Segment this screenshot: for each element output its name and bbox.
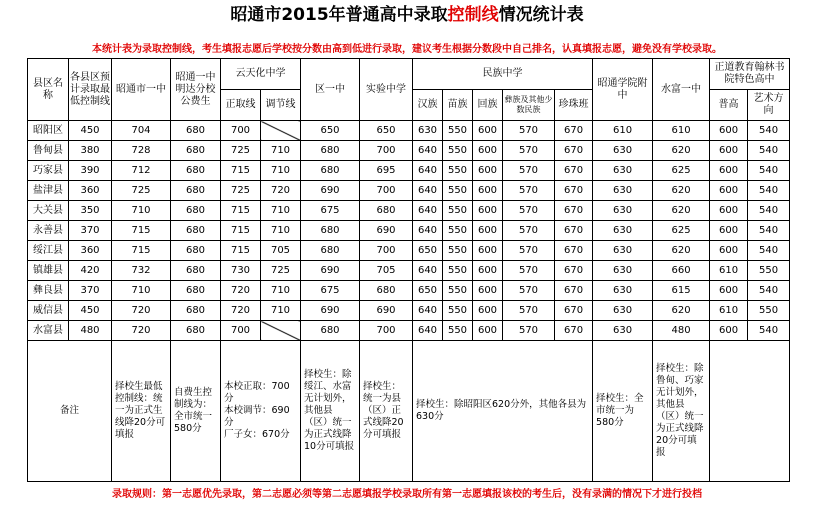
cell-mz-han: 630 (413, 121, 443, 141)
cell-zt-xueyuan: 630 (593, 181, 653, 201)
cell-zd-yishu: 540 (748, 201, 790, 221)
cell-shuifu: 620 (653, 181, 710, 201)
cell-shuifu: 620 (653, 201, 710, 221)
header-mz-zhen: 珍珠班 (555, 90, 593, 121)
cell-mz-hui: 600 (473, 241, 503, 261)
cell-mz-han: 640 (413, 161, 443, 181)
cell-yth-zhengqu: 720 (221, 281, 261, 301)
cell-zt-no1: 715 (112, 241, 171, 261)
cell-mingda: 680 (171, 161, 221, 181)
cell-zd-yishu: 540 (748, 121, 790, 141)
cell-shiyan: 680 (360, 201, 413, 221)
cell-mingda: 680 (171, 321, 221, 341)
cell-mz-miao: 550 (443, 301, 473, 321)
note-zhengdao (710, 341, 790, 482)
header-zd-yishu: 艺术方向 (748, 90, 790, 121)
cell-mz-yi: 570 (503, 261, 555, 281)
header-mz-yi: 彝族及其他少数民族 (503, 90, 555, 121)
cell-county: 大关县 (28, 201, 69, 221)
header-min-line: 各县区预计录取最低控制线 (69, 59, 112, 121)
table-row (28, 301, 790, 321)
cell-zt-no1: 720 (112, 301, 171, 321)
cell-mz-han: 650 (413, 241, 443, 261)
cell-zt-xueyuan: 630 (593, 161, 653, 181)
cell-mz-miao: 550 (443, 141, 473, 161)
cell-mz-hui: 600 (473, 201, 503, 221)
cell-zd-yishu: 540 (748, 181, 790, 201)
cell-min-line: 480 (69, 321, 112, 341)
cell-mz-yi: 570 (503, 161, 555, 181)
cell-zt-no1: 712 (112, 161, 171, 181)
cell-mz-miao: 550 (443, 281, 473, 301)
cell-mz-miao: 550 (443, 241, 473, 261)
cell-yth-zhengqu: 715 (221, 221, 261, 241)
cell-yth-tiaojie: 705 (261, 241, 301, 261)
cell-shuifu: 480 (653, 321, 710, 341)
cell-shuifu: 620 (653, 141, 710, 161)
cell-mingda: 680 (171, 141, 221, 161)
cell-mz-han: 640 (413, 261, 443, 281)
cell-qu-no1: 675 (301, 281, 360, 301)
cell-yth-tiaojie: 710 (261, 141, 301, 161)
cell-zt-xueyuan: 630 (593, 321, 653, 341)
admission-table (27, 58, 790, 482)
cell-qu-no1: 690 (301, 261, 360, 281)
cell-yth-tiaojie (261, 321, 301, 341)
cell-yth-zhengqu: 730 (221, 261, 261, 281)
cell-mz-han: 640 (413, 301, 443, 321)
cell-zd-putong: 600 (710, 161, 748, 181)
cell-mz-zhen: 670 (555, 201, 593, 221)
header-zhengdao: 正道教育翰林书院特色高中 (710, 59, 790, 90)
cell-zd-yishu: 550 (748, 301, 790, 321)
cell-zt-xueyuan: 630 (593, 201, 653, 221)
header-mz-miao: 苗族 (443, 90, 473, 121)
header-zt-no1: 昭通市一中 (112, 59, 171, 121)
table-row (28, 181, 790, 201)
cell-zt-no1: 728 (112, 141, 171, 161)
cell-mz-yi: 570 (503, 141, 555, 161)
page-title (0, 4, 814, 26)
cell-shuifu: 625 (653, 161, 710, 181)
cell-shiyan: 690 (360, 221, 413, 241)
cell-zt-xueyuan: 630 (593, 261, 653, 281)
cell-zd-yishu: 540 (748, 161, 790, 181)
cell-min-line: 380 (69, 141, 112, 161)
notice-text: 本统计表为录取控制线，考生填报志愿后学校按分数由高到低进行录取，建议考生根据分数段中自己排名，认真填报志愿，避免没有学校录取。 (92, 44, 722, 55)
note-zt-xueyuan: 择校生：全市统一为580分 (593, 341, 653, 482)
cell-zt-no1: 715 (112, 221, 171, 241)
cell-zt-no1: 732 (112, 261, 171, 281)
cell-shiyan: 650 (360, 121, 413, 141)
cell-mz-hui: 600 (473, 261, 503, 281)
cell-county: 永善县 (28, 221, 69, 241)
cell-zt-xueyuan: 630 (593, 221, 653, 241)
cell-county: 盐津县 (28, 181, 69, 201)
cell-mz-zhen: 670 (555, 261, 593, 281)
cell-mingda: 680 (171, 121, 221, 141)
cell-mz-hui: 600 (473, 301, 503, 321)
cell-mingda: 680 (171, 201, 221, 221)
cell-county: 镇雄县 (28, 261, 69, 281)
cell-mz-miao: 550 (443, 121, 473, 141)
cell-mz-zhen: 670 (555, 281, 593, 301)
footer-rule: 录取规则：第一志愿优先录取，第二志愿必须等第二志愿填报学校录取所有第一志愿填报该校的考生后，没有录满的情况下才进行投档 (112, 489, 702, 500)
cell-min-line: 370 (69, 221, 112, 241)
cell-mz-miao: 550 (443, 181, 473, 201)
cell-shiyan: 700 (360, 321, 413, 341)
cell-qu-no1: 675 (301, 201, 360, 221)
cell-mingda: 680 (171, 261, 221, 281)
cell-mz-han: 640 (413, 221, 443, 241)
cell-zd-putong: 600 (710, 281, 748, 301)
cell-qu-no1: 690 (301, 181, 360, 201)
header-county: 县区名称 (28, 59, 69, 121)
cell-mz-zhen: 670 (555, 121, 593, 141)
cell-shuifu: 625 (653, 221, 710, 241)
header-mz-hui: 回族 (473, 90, 503, 121)
cell-shiyan: 680 (360, 281, 413, 301)
note-mingda: 自费生控制线为：全市统一580分 (171, 341, 221, 482)
cell-mz-yi: 570 (503, 181, 555, 201)
cell-zt-xueyuan: 630 (593, 141, 653, 161)
header-row-1 (28, 59, 790, 90)
cell-zt-no1: 720 (112, 321, 171, 341)
cell-qu-no1: 650 (301, 121, 360, 141)
cell-mz-han: 650 (413, 281, 443, 301)
cell-mz-miao: 550 (443, 201, 473, 221)
notes-row (28, 341, 790, 482)
cell-mz-han: 640 (413, 201, 443, 221)
cell-mz-zhen: 670 (555, 221, 593, 241)
cell-zt-xueyuan: 610 (593, 121, 653, 141)
cell-qu-no1: 680 (301, 221, 360, 241)
table-row (28, 321, 790, 341)
cell-zd-putong: 600 (710, 201, 748, 221)
cell-mz-hui: 600 (473, 221, 503, 241)
cell-mz-zhen: 670 (555, 301, 593, 321)
cell-zt-no1: 710 (112, 201, 171, 221)
header-shiyan: 实验中学 (360, 59, 413, 121)
note-shuifu: 择校生：除鲁甸、巧家无计划外，其他县（区）统一为正式线降20分可填报 (653, 341, 710, 482)
cell-min-line: 450 (69, 121, 112, 141)
header-yuntianhua: 云天化中学 (221, 59, 301, 90)
cell-mz-yi: 570 (503, 241, 555, 261)
cell-mz-hui: 600 (473, 181, 503, 201)
cell-mz-zhen: 670 (555, 241, 593, 261)
cell-zd-putong: 600 (710, 141, 748, 161)
cell-zd-yishu: 550 (748, 261, 790, 281)
table-row (28, 161, 790, 181)
cell-zd-yishu: 540 (748, 281, 790, 301)
cell-yth-zhengqu: 725 (221, 141, 261, 161)
table-row (28, 241, 790, 261)
cell-county: 昭阳区 (28, 121, 69, 141)
cell-zd-putong: 610 (710, 301, 748, 321)
cell-mz-han: 640 (413, 141, 443, 161)
cell-yth-zhengqu: 700 (221, 321, 261, 341)
header-qu-no1: 区一中 (301, 59, 360, 121)
cell-shiyan: 690 (360, 301, 413, 321)
cell-zd-yishu: 540 (748, 241, 790, 261)
cell-yth-tiaojie: 710 (261, 201, 301, 221)
cell-zt-xueyuan: 630 (593, 281, 653, 301)
cell-zt-xueyuan: 630 (593, 301, 653, 321)
cell-county: 鲁甸县 (28, 141, 69, 161)
cell-min-line: 360 (69, 241, 112, 261)
cell-shiyan: 700 (360, 141, 413, 161)
cell-zd-yishu: 540 (748, 141, 790, 161)
cell-yth-zhengqu: 720 (221, 301, 261, 321)
table-row (28, 221, 790, 241)
cell-mz-yi: 570 (503, 201, 555, 221)
cell-shiyan: 705 (360, 261, 413, 281)
table-row (28, 281, 790, 301)
cell-zt-no1: 710 (112, 281, 171, 301)
cell-county: 威信县 (28, 301, 69, 321)
table-row (28, 261, 790, 281)
cell-shuifu: 620 (653, 301, 710, 321)
header-yth-tiaojie: 调节线 (261, 90, 301, 121)
cell-mz-hui: 600 (473, 121, 503, 141)
cell-mz-yi: 570 (503, 301, 555, 321)
cell-qu-no1: 680 (301, 161, 360, 181)
cell-yth-zhengqu: 725 (221, 181, 261, 201)
cell-shiyan: 700 (360, 241, 413, 261)
title-highlight: 控制线 (447, 5, 499, 25)
note-zt-no1: 择校生最低控制线：统一为正式生线降20分可填报 (112, 341, 171, 482)
cell-shiyan: 700 (360, 181, 413, 201)
cell-mz-miao: 550 (443, 321, 473, 341)
note-qu-no1: 择校生：除绥江、水富无计划外，其他县（区）统一为正式线降10分可填报 (301, 341, 360, 482)
cell-zd-putong: 610 (710, 261, 748, 281)
cell-yth-zhengqu: 715 (221, 201, 261, 221)
cell-min-line: 450 (69, 301, 112, 321)
cell-mz-yi: 570 (503, 321, 555, 341)
cell-zd-putong: 600 (710, 241, 748, 261)
cell-zd-yishu: 540 (748, 321, 790, 341)
cell-zd-putong: 600 (710, 181, 748, 201)
cell-shiyan: 695 (360, 161, 413, 181)
cell-mz-hui: 600 (473, 321, 503, 341)
cell-mz-hui: 600 (473, 281, 503, 301)
cell-mz-hui: 600 (473, 141, 503, 161)
cell-zt-xueyuan: 630 (593, 241, 653, 261)
cell-county: 彝良县 (28, 281, 69, 301)
title-main: 昭通市2015年普通高中录取 (230, 5, 448, 25)
cell-yth-tiaojie: 710 (261, 161, 301, 181)
cell-yth-tiaojie: 725 (261, 261, 301, 281)
cell-min-line: 420 (69, 261, 112, 281)
header-mz-han: 汉族 (413, 90, 443, 121)
cell-zd-yishu: 540 (748, 221, 790, 241)
cell-mz-zhen: 670 (555, 321, 593, 341)
cell-mingda: 680 (171, 301, 221, 321)
cell-shuifu: 610 (653, 121, 710, 141)
cell-mz-han: 640 (413, 181, 443, 201)
cell-zt-no1: 725 (112, 181, 171, 201)
cell-mz-zhen: 670 (555, 161, 593, 181)
cell-min-line: 390 (69, 161, 112, 181)
cell-county: 巧家县 (28, 161, 69, 181)
cell-county: 水富县 (28, 321, 69, 341)
cell-qu-no1: 690 (301, 301, 360, 321)
cell-yth-tiaojie: 710 (261, 301, 301, 321)
cell-yth-zhengqu: 700 (221, 121, 261, 141)
cell-shuifu: 620 (653, 241, 710, 261)
cell-mz-yi: 570 (503, 221, 555, 241)
title-tail: 情况统计表 (498, 5, 584, 25)
cell-zd-putong: 600 (710, 221, 748, 241)
cell-mz-zhen: 670 (555, 181, 593, 201)
cell-mz-yi: 570 (503, 281, 555, 301)
note-minzu: 择校生：除昭阳区620分外，其他各县为630分 (413, 341, 593, 482)
cell-mz-yi: 570 (503, 121, 555, 141)
cell-mingda: 680 (171, 221, 221, 241)
cell-yth-zhengqu: 715 (221, 161, 261, 181)
cell-mz-han: 640 (413, 321, 443, 341)
cell-yth-tiaojie: 710 (261, 221, 301, 241)
cell-qu-no1: 680 (301, 141, 360, 161)
cell-zt-no1: 704 (112, 121, 171, 141)
cell-zd-putong: 600 (710, 121, 748, 141)
cell-yth-tiaojie: 710 (261, 281, 301, 301)
header-shuifu: 水富一中 (653, 59, 710, 121)
header-zt-no1-mingda: 昭通一中明达分校公费生 (171, 59, 221, 121)
note-yuntianhua: 本校正取：700分 本校调节：690分 厂子女：670分 (221, 341, 301, 482)
cell-mingda: 680 (171, 241, 221, 261)
table-row (28, 121, 790, 141)
cell-mz-miao: 550 (443, 161, 473, 181)
table-row (28, 141, 790, 161)
header-zt-xueyuan: 昭通学院附中 (593, 59, 653, 121)
cell-yth-zhengqu: 715 (221, 241, 261, 261)
cell-zd-putong: 600 (710, 321, 748, 341)
cell-mingda: 680 (171, 181, 221, 201)
notes-label: 备注 (28, 341, 112, 482)
cell-yth-tiaojie (261, 121, 301, 141)
cell-qu-no1: 680 (301, 321, 360, 341)
data-rows (28, 121, 790, 341)
note-shiyan: 择校生：统一为县（区）正式线降20分可填报 (360, 341, 413, 482)
cell-shuifu: 660 (653, 261, 710, 281)
cell-county: 绥江县 (28, 241, 69, 261)
cell-min-line: 370 (69, 281, 112, 301)
cell-mz-miao: 550 (443, 221, 473, 241)
cell-mz-zhen: 670 (555, 141, 593, 161)
header-minzu: 民族中学 (413, 59, 593, 90)
cell-min-line: 360 (69, 181, 112, 201)
cell-shuifu: 615 (653, 281, 710, 301)
table-row (28, 201, 790, 221)
cell-yth-tiaojie: 720 (261, 181, 301, 201)
cell-mz-miao: 550 (443, 261, 473, 281)
cell-qu-no1: 680 (301, 241, 360, 261)
cell-min-line: 350 (69, 201, 112, 221)
cell-mz-hui: 600 (473, 161, 503, 181)
header-zd-putong: 普高 (710, 90, 748, 121)
header-yth-zhengqu: 正取线 (221, 90, 261, 121)
cell-mingda: 680 (171, 281, 221, 301)
